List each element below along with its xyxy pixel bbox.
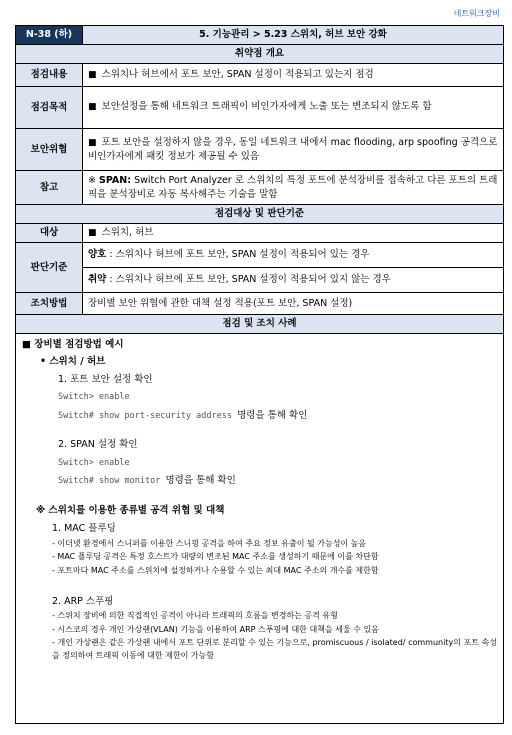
examples-heading: ■ 장비별 점검방법 예시 bbox=[22, 339, 124, 350]
judge-good bbox=[83, 243, 504, 268]
good-key: 양호 bbox=[88, 249, 107, 261]
reference-label: 참고 bbox=[16, 171, 83, 205]
judge-bad bbox=[83, 268, 504, 293]
mac-item: - MAC 플루딩 공격은 특정 호스트가 대량의 변조된 MAC 주소를 생성하기 때문에 이를 차단함 bbox=[52, 552, 379, 562]
check-label: 점검내용 bbox=[16, 64, 83, 87]
threat-text: 포트 보안을 설정하지 않을 경우, 동일 네트워크 내에서 mac flooding, arp spoofing 공격으로 비인가자에게 패킷 정보가 제공될 수 있음 bbox=[88, 136, 498, 162]
step1-command-enable: Switch> enable bbox=[58, 392, 130, 403]
reference-content bbox=[83, 171, 504, 205]
span-definition: Switch Port Analyzer 로 스위치의 특정 포트에 분석장비를 접속하고 다른 포트의 트래픽을 분석장비로 자동 복사해주는 기술을 말함 bbox=[88, 174, 498, 200]
mac-flooding-title: 1. MAC 플루딩 bbox=[52, 522, 116, 534]
item-title: 5. 기능관리 > 5.23 스위치, 허브 보안 강화 bbox=[83, 26, 504, 45]
section-examples: 점검 및 조치 사례 bbox=[16, 315, 504, 334]
action-label: 조치방법 bbox=[16, 293, 83, 315]
note-mark: ※ bbox=[88, 174, 96, 186]
step1-title: 1. 포트 보안 설정 확인 bbox=[58, 373, 153, 385]
section-criteria: 점검대상 및 판단기준 bbox=[16, 205, 504, 224]
arp-item: - 개인 가상랜은 같은 가상랜 내에서 포트 단위로 분리할 수 있는 기능으로, promiscuous / isolated/ community의 포트 속성을 정의하여 트래픽 이동에 대한 제한이 가능함 bbox=[52, 638, 497, 661]
attack-heading: ※ 스위치를 이용한 종류별 공격 위협 및 대책 bbox=[36, 505, 225, 517]
step2-command-enable: Switch> enable bbox=[58, 458, 130, 469]
judge-label: 판단기준 bbox=[16, 243, 83, 293]
purpose-content bbox=[83, 87, 504, 129]
device-heading: • 스위치 / 허브 bbox=[40, 355, 106, 367]
step2-command-show bbox=[58, 474, 497, 488]
threat-content bbox=[83, 129, 504, 171]
target-text: 스위치, 허브 bbox=[101, 226, 154, 238]
security-check-table bbox=[15, 25, 504, 724]
good-text: : 스위치나 허브에 포트 보안, SPAN 설정이 적용되어 있는 경우 bbox=[109, 249, 370, 261]
step2-title: 2. SPAN 설정 확인 bbox=[58, 439, 138, 451]
section-overview: 취약점 개요 bbox=[16, 45, 504, 64]
bad-text: : 스위치나 허브에 포트 보안, SPAN 설정이 적용되어 있지 않는 경우 bbox=[109, 274, 391, 286]
purpose-label: 점검목적 bbox=[16, 87, 83, 129]
examples-body bbox=[16, 334, 504, 724]
step1-desc: 명령을 통해 확인 bbox=[237, 409, 308, 421]
bullet-square-icon: ■ bbox=[88, 137, 97, 148]
arp-item: - 스위치 장비에 의한 직접적인 공격이 아니라 트래픽의 흐름을 변경하는 공격 유형 bbox=[52, 611, 338, 621]
check-text: 스위치나 허브에서 포트 보안, SPAN 설정이 적용되고 있는지 점검 bbox=[101, 68, 374, 80]
bullet-square-icon: ■ bbox=[88, 102, 97, 113]
arp-spoofing-title: 2. ARP 스푸핑 bbox=[52, 595, 114, 607]
span-term: SPAN: bbox=[99, 174, 132, 186]
step1-command-show bbox=[58, 409, 497, 423]
check-content bbox=[83, 64, 504, 87]
mac-item: - 포트마다 MAC 주소를 스위치에 설정하거나 수용할 수 있는 최대 MAC 주소의 개수를 제한함 bbox=[52, 565, 379, 575]
mac-item: - 이더넷 환경에서 스니퍼를 이용한 스니핑 공격을 하여 주요 정보 유출이 될 가능성이 높음 bbox=[52, 538, 367, 548]
arp-item: - 시스코의 경우 개인 가상랜(VLAN) 기능을 이용하여 ARP 스푸핑에 대한 대책을 세울 수 있음 bbox=[52, 624, 379, 634]
target-content bbox=[83, 224, 504, 243]
step2-command: Switch# show monitor bbox=[58, 476, 161, 487]
step2-desc: 명령을 통해 확인 bbox=[165, 475, 236, 487]
target-label: 대상 bbox=[16, 224, 83, 243]
threat-label: 보안위협 bbox=[16, 129, 83, 171]
bullet-square-icon: ■ bbox=[88, 69, 97, 80]
bad-key: 취약 bbox=[88, 274, 107, 286]
bullet-square-icon: ■ bbox=[88, 227, 97, 238]
item-id: N-38 (하) bbox=[16, 26, 83, 45]
action-text: 장비별 보안 위협에 관한 대책 설정 적용(포트 보안, SPAN 설정) bbox=[83, 293, 504, 315]
step1-command: Switch# show port-security address bbox=[58, 410, 232, 421]
category-label: 네트워크장비 bbox=[453, 9, 500, 18]
purpose-text: 보안설정을 통해 네트워크 트래픽이 비인가자에게 노출 또는 변조되지 않도록 함 bbox=[101, 101, 432, 113]
